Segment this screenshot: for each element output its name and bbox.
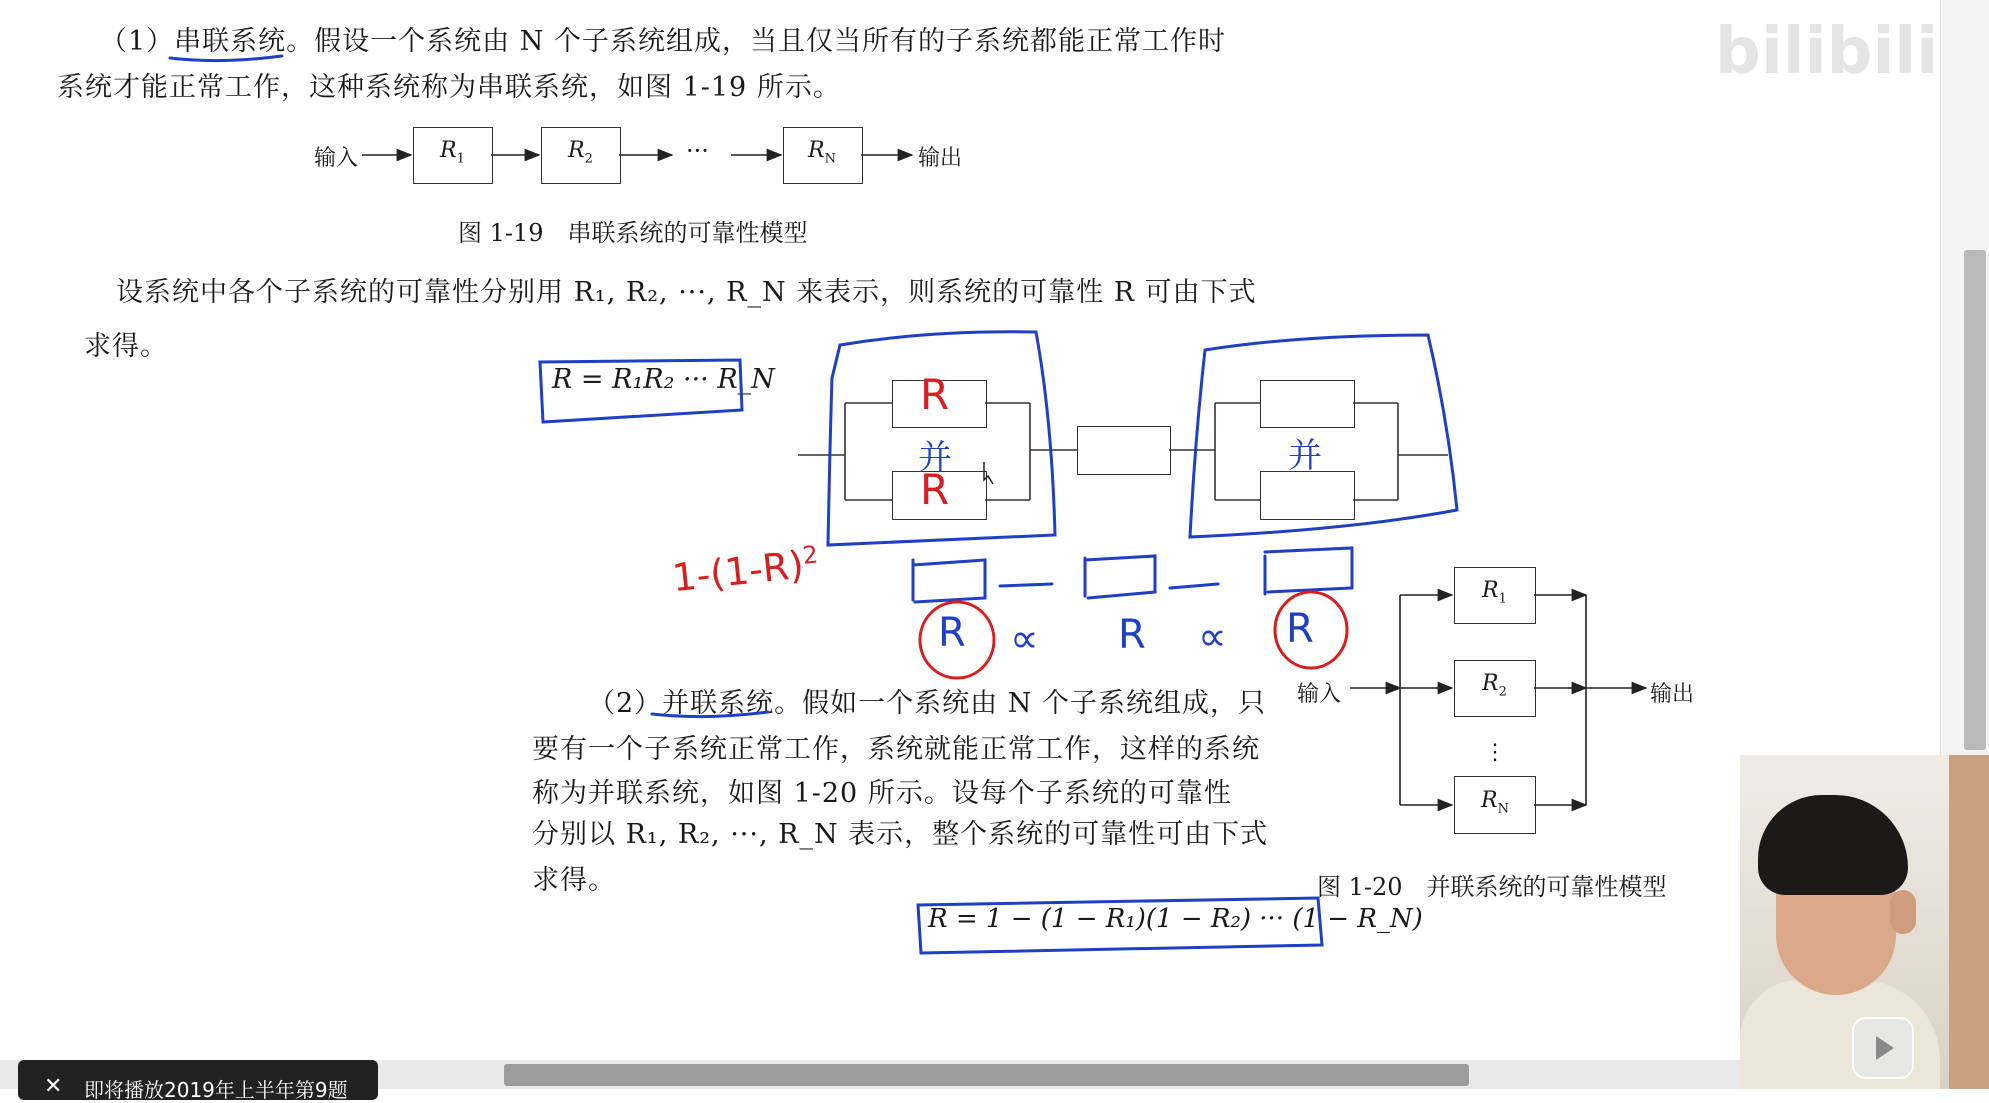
section1-text1: 设系统中各个子系统的可靠性分别用 R₁, R₂, ···, R_N 来表示，则系统的可靠性 R 可由下式 [116, 277, 1257, 308]
series-block-r1-label: $R_1$ [440, 138, 465, 167]
webcam-hair [1758, 795, 1908, 895]
parallel-formula: R = 1 − (1 − R₁)(1 − R₂) ··· (1 − R_N) [928, 904, 1423, 934]
toast-text: 即将播放2019年上半年第9题 [84, 1078, 348, 1102]
horizontal-scroll-thumb[interactable] [504, 1064, 1469, 1086]
handwritten-alpha1: ∝ [1010, 616, 1039, 662]
vertical-scroll-thumb[interactable] [1964, 250, 1986, 750]
parallel-block-rn-label: $R_N$ [1481, 788, 1509, 817]
handwritten-bing-left: 并 [918, 438, 952, 478]
section2-line1: （2）并联系统。假如一个系统由 N 个子系统组成，只 [588, 688, 1266, 719]
section2-line3: 称为并联系统，如图 1-20 所示。设每个子系统的可靠性 [532, 778, 1232, 809]
series-block-rn-label: $R_N$ [808, 138, 836, 167]
handwritten-parallel-formula: $1-(1-R)^2$ [670, 540, 820, 601]
parallel-caption: 图 1-20 并联系统的可靠性模型 [1317, 873, 1667, 901]
handwritten-r-bottom: R [920, 465, 950, 514]
section1-text2: 求得。 [84, 331, 168, 362]
parallel-block-r2-label: $R_2$ [1482, 671, 1507, 700]
webcam-ear [1890, 890, 1916, 934]
handwritten-r-top: R [920, 370, 950, 419]
parallel-vdots: ⋮ [1484, 740, 1506, 765]
parallel-block-r1-label: $R_1$ [1482, 578, 1507, 607]
section2-line4: 分别以 R₁, R₂, ···, R_N 表示，整个系统的可靠性可由下式 [532, 819, 1269, 850]
presenter-webcam [1740, 755, 1989, 1089]
handwritten-bing-right: 并 [1288, 436, 1322, 476]
next-video-toast[interactable] [18, 1060, 378, 1100]
section2-line2: 要有一个子系统正常工作，系统就能正常工作，这样的系统 [532, 734, 1260, 765]
close-icon[interactable]: ✕ [44, 1074, 63, 1099]
webcam-background [1949, 755, 1989, 1089]
series-input-label: 输入 [314, 146, 359, 171]
parallel-input-label: 输入 [1297, 682, 1342, 707]
series-output-label: 输出 [918, 146, 963, 171]
play-icon[interactable] [1852, 1017, 1914, 1079]
series-block-r2-label: $R_2$ [568, 138, 593, 167]
series-formula: R = R₁R₂ ··· R_N [552, 364, 775, 395]
bilibili-watermark: bilibili [1715, 15, 1939, 89]
handwritten-mid-r: R [1118, 612, 1146, 658]
series-ellipsis: ··· [686, 137, 709, 165]
section2-line5: 求得。 [532, 865, 616, 896]
parallel-output-label: 输出 [1650, 682, 1695, 707]
handwritten-circled-r1: R [938, 610, 966, 656]
section1-line2: 系统才能正常工作，这种系统称为串联系统，如图 1-19 所示。 [57, 72, 841, 103]
handwritten-circled-r2: R [1286, 606, 1314, 652]
series-caption: 图 1-19 串联系统的可靠性模型 [458, 219, 808, 247]
handwritten-alpha2: ∝ [1198, 614, 1227, 660]
section1-line1: （1）串联系统。假设一个系统由 N 个子系统组成，当且仅当所有的子系统都能正常工作时 [100, 26, 1226, 57]
